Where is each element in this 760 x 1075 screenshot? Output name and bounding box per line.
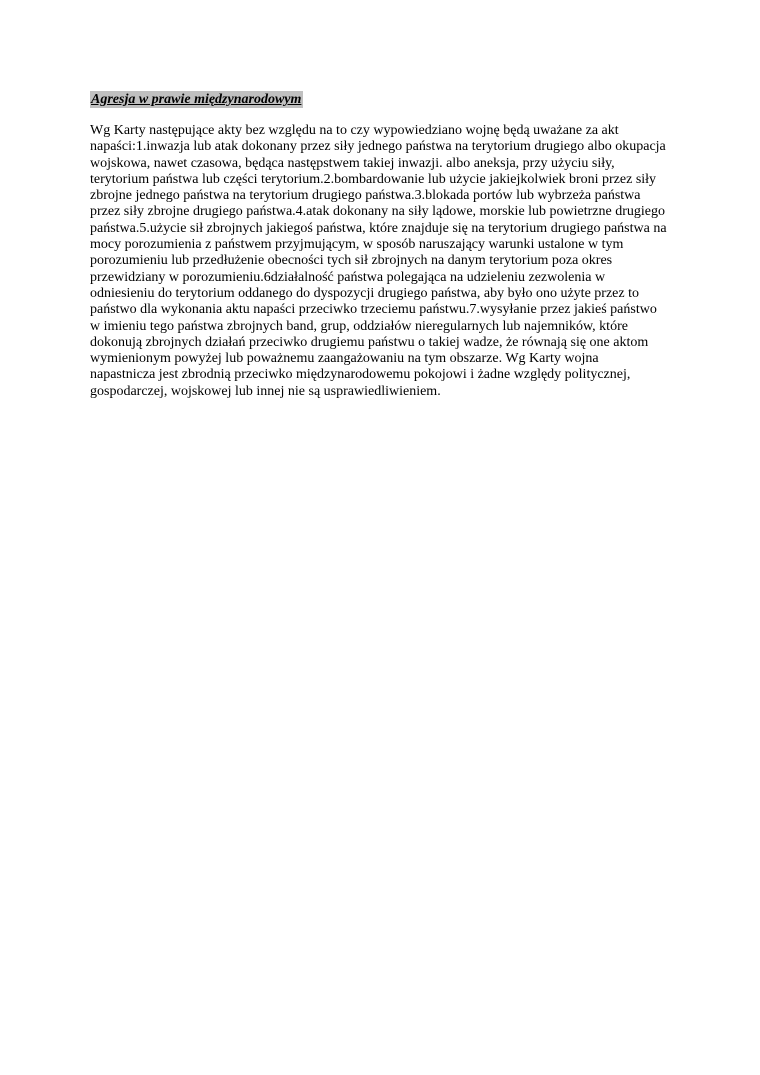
body-line: wymienionym powyżej lub poważnemu zaangażowaniu na tym obszarze. Wg Karty wojna [90,351,599,367]
body-line: terytorium państwa lub części terytorium.2.bombardowanie lub użycie jakiejkolwiek broni przez siły [90,171,657,187]
body-line: mocy porozumienia z państwem przyjmującym, w sposób naruszający warunki ustalone w tym [90,237,624,253]
body-line: porozumieniu lub przedłużenie obecności tych sił zbrojnych na danym terytorium poza okres [90,253,613,269]
body-line: gospodarczej, wojskowej lub innej nie są usprawiedliwieniem. [90,383,441,399]
body-line: dokonują zbrojnych działań przeciwko drugiemu państwu o takiej wadze, że równają się one aktom [90,334,649,350]
body-line: napastnicza jest zbrodnią przeciwko międzynarodowemu pokojowi i żadne względy politycznej, [90,367,631,383]
body-line: państwo dla wykonania aktu napaści przeciwko trzeciemu państwu.7.wysyłanie przez jakieś państwo [90,302,657,318]
body-line: Wg Karty następujące akty bez względu na to czy wypowiedziano wojnę będą uważane za akt [90,123,619,138]
body-line: wojskowa, nawet czasowa, będąca następstwem takiej inwazji. albo aneksja, przy użyciu siły, [90,155,615,171]
body-line: zbrojne jednego państwa na terytorium drugiego państwa.3.blokada portów lub wybrzeża państwa [90,188,641,204]
body-line: państwa.5.użycie sił zbrojnych jakiegoś państwa, które znajduje się na terytorium drugiego państwa na [90,220,667,236]
body-line: w imieniu tego państwa zbrojnych band, grup, oddziałów nieregularnych lub najemników, które [90,318,628,334]
document-body [90,123,690,400]
body-line: przez siły zbrojne drugiego państwa.4.atak dokonany na siły lądowe, morskie lub powietrzne drugiego [90,204,666,220]
body-line: przewidziany w porozumieniu.6działalność państwa polegająca na udzieleniu zezwolenia w [90,269,606,285]
document-title: Agresja w prawie międzynarodowym [91,92,302,107]
body-line: napaści:1.inwazja lub atak dokonany przez siły jednego państwa na terytorium drugiego albo okupacja [90,139,666,155]
body-line: odniesieniu do terytorium oddanego do dyspozycji drugiego państwa, aby było ono użyte przez to [90,285,639,301]
